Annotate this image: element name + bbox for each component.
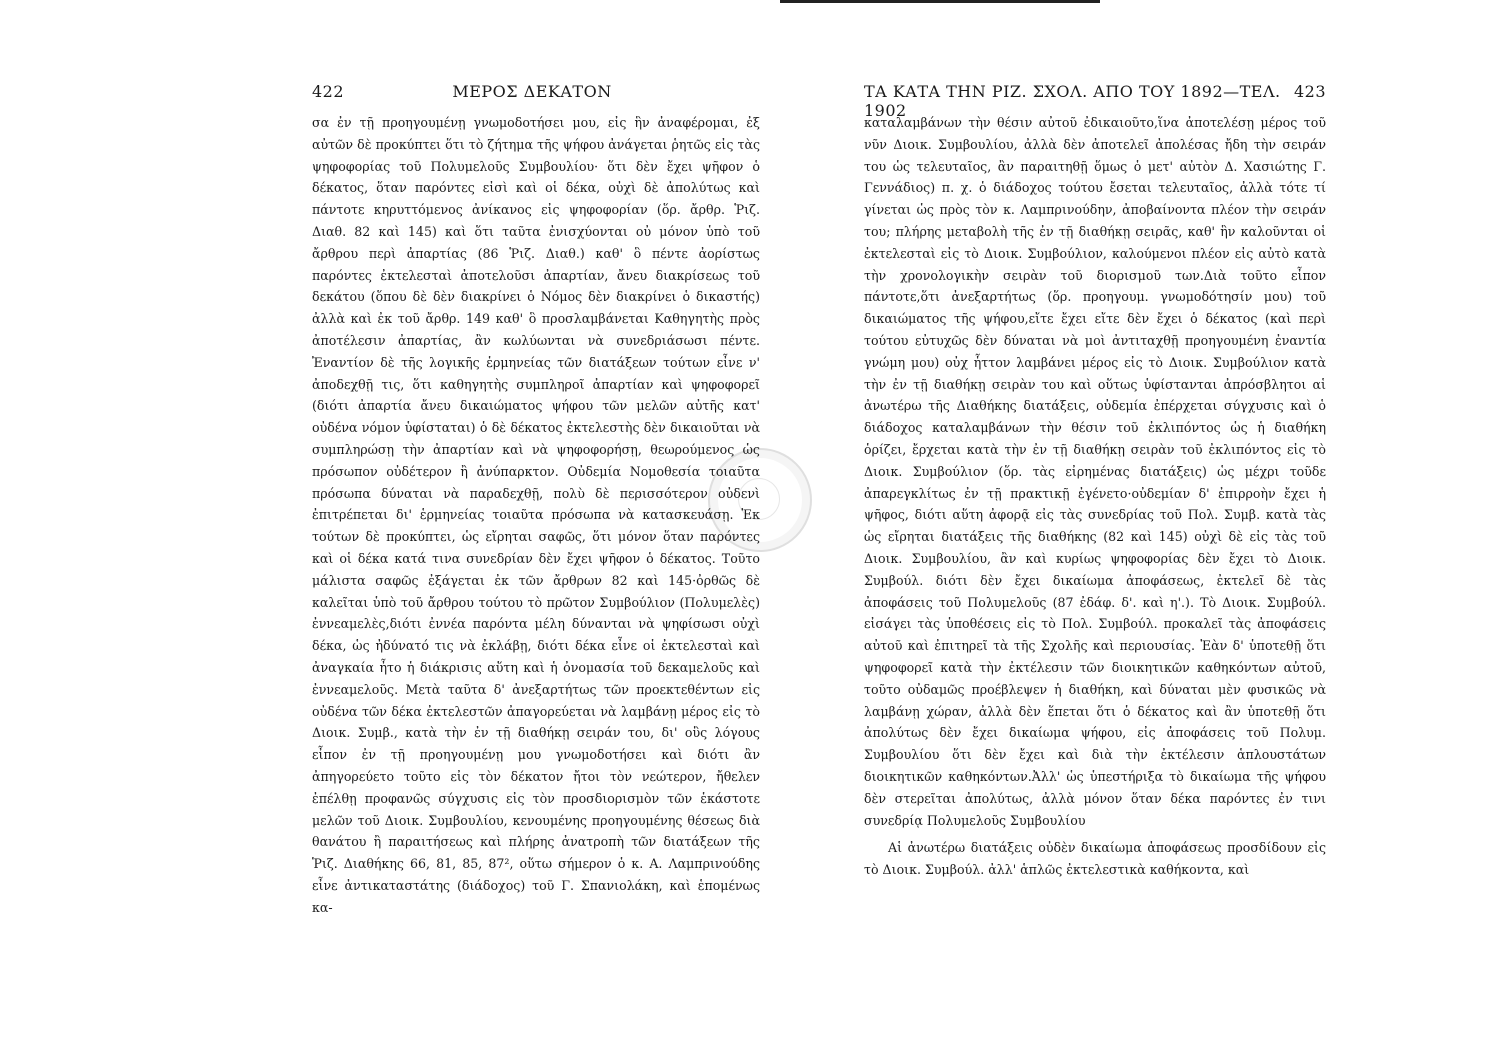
- right-page: [864, 82, 1326, 881]
- right-body-text: [864, 112, 1326, 881]
- library-stamp-icon: [708, 448, 812, 552]
- right-running-head: [864, 82, 1326, 120]
- left-page-number: 422: [312, 82, 345, 101]
- right-paragraph-2: Αἱ ἀνωτέρω διατάξεις οὐδὲν δικαίωμα ἀποφάσεως προσδίδουν εἰς τὸ Διοικ. Συμβούλ. ἀλλ' ἁπλῶς ἐκτελεστικὰ καθήκοντα, καὶ: [864, 840, 1326, 878]
- right-running-title: ΤΑ ΚΑΤΑ ΤΗΝ ΡΙΖ. ΣΧΟΛ. ΑΠΟ ΤΟΥ 1892—ΤΕΛ. 1902: [864, 82, 1281, 120]
- left-running-head: [312, 82, 760, 112]
- left-running-title: ΜΕΡΟΣ ΔΕΚΑΤΟΝ: [452, 82, 612, 101]
- left-body-text: [312, 112, 760, 918]
- scan-edge-line: [780, 0, 1100, 3]
- left-page: [312, 82, 760, 918]
- left-paragraph: σα ἐν τῇ προηγουμένῃ γνωμοδοτήσει μου, εἰς ἣν ἀναφέρομαι, ἐξ αὐτῶν δὲ προκύπτει ὅτι τὸ ζήτημα τῆς ψήφου ἀνάγεται ῥητῶς εἰς τὰς ψηφοφορίας τοῦ Πολυμελοῦς Συμβουλίου· ὅτι δὲν ἔχει ψῆφον ὁ δέκατος, ὅταν παρόντες εἰσὶ καὶ οἱ δέκα, οὐχὶ δὲ ἀπολύτως καὶ πάντοτε κηρυττόμενος ἀνίκανος εἰς ψηφοφορίαν (ὅρ. ἄρθρ. Ῥιζ. Διαθ. 82 καὶ 145) καὶ ὅτι ταῦτα ἐνισχύονται οὐ μόνον ὑπὸ τοῦ ἄρθρου περὶ ἀπαρτίας (86 Ῥιζ. Διαθ.) καθ' ὃ πέντε ἀορίστως παρόντες ἐκτελεσταὶ ἀποτελοῦσι ἀπαρτίαν, ἄνευ διακρίσεως τοῦ δεκάτου (ὅπου δὲ δὲν διακρίνει ὁ Νόμος δὲν διακρίνει ὁ δικαστής) ἀλλὰ καὶ ἐκ τοῦ ἄρθρ. 149 καθ' ὃ προσλαμβάνεται Καθηγητὴς πρὸς ἀποτέλεσιν ἀπαρτίας, ἂν κωλύωνται νὰ συνεδριάσωσι πέντε. Ἐναντίον δὲ τῆς λογικῆς ἑρμηνείας τῶν διατάξεων τούτων εἶνε ν' ἀποδεχθῇ τις, ὅτι καθηγητὴς συμπληροῖ ἀπαρτίαν καὶ ψηφοφορεῖ (διότι ἀπαρτία ἄνευ δικαιώματος ψήφου τῶν μελῶν αὐτῆς κατ' οὐδένα νόμον ὑφίσταται) ὁ δὲ δέκατος ἐκτελεστὴς δὲν δικαιοῦται νὰ συμπληρώσῃ τὴν ἀπαρτίαν καὶ νὰ ψηφοφορήσῃ, θεωρούμενος ὡς πρόσωπον οὐδέτερον ἢ ἀνύπαρκτον. Οὐδεμία Νομοθεσία τοιαῦτα πρόσωπα δύναται νὰ παραδεχθῇ, πολὺ δὲ περισσότερον οὐδενὶ ἐπιτρέπεται δι' ἑρμηνείας τοιαῦτα πρόσωπα νὰ κατασκευάσῃ. Ἐκ τούτων δὲ προκύπτει, ὡς εἴρηται σαφῶς, ὅτι μόνον ὅταν παρόντες καὶ οἱ δέκα κατά τινα συνεδρίαν δὲν ἔχει ψῆφον ὁ δέκατος. Τοῦτο μάλιστα σαφῶς ἐξάγεται ἐκ τῶν ἄρθρων 82 καὶ 145·ὀρθῶς δὲ καλεῖται ὑπὸ τοῦ ἄρθρου τούτου τὸ πρῶτον Συμβούλιον (Πολυμελὲς) ἐννεαμελὲς,διότι ἐννέα παρόντα μέλη δύνανται νὰ ψηφίσωσι οὐχὶ δέκα, ὡς ἠδύνατό τις νὰ ἐκλάβῃ, διότι δέκα εἶνε οἱ ἐκτελεσταὶ καὶ ἀναγκαία ἦτο ἡ διάκρισις αὕτη καὶ ἡ ὀνομασία τοῦ δεκαμελοῦς καὶ ἐννεαμελοῦς. Μετὰ ταῦτα δ' ἀνεξαρτήτως τῶν προεκτεθέντων εἰς οὐδένα τῶν δέκα ἐκτελεστῶν ἀπαγορεύεται νὰ λαμβάνῃ μέρος εἰς τὸ Διοικ. Συμβ., κατὰ τὴν ἐν τῇ διαθήκῃ σειράν του, δι' οὓς λόγους εἶπον ἐν τῇ προηγουμένῃ μου γνωμοδοτήσει καὶ διότι ἂν ἀπηγορεύετο τοῦτο εἰς τὸν δέκατον ἤτοι τὸν νεώτερον, ἤθελεν ἐπέλθῃ προφανῶς σύγχυσις εἰς τὸν προσδιορισμὸν τῶν ἑκάστοτε μελῶν τοῦ Διοικ. Συμβουλίου, κενουμένης προηγουμένης θέσεως διὰ θανάτου ἢ παραιτήσεως καὶ πλήρης ἀνατροπὴ τῶν διατάξεων τῆς Ῥιζ. Διαθήκης 66, 81, 85, 87², οὕτω σήμερον ὁ κ. Α. Λαμπρινούδης εἶνε ἀντικαταστάτης (διάδοχος) τοῦ Γ. Σπανιολάκη, καὶ ἑπομένως κα-: [312, 115, 760, 915]
- right-page-number: 423: [1293, 82, 1326, 101]
- right-paragraph-1: καταλαμβάνων τὴν θέσιν αὐτοῦ ἐδικαιοῦτο,ἵνα ἀποτελέσῃ μέρος τοῦ νῦν Διοικ. Συμβουλίου, ἀλλὰ δὲν ἀποτελεῖ ἀπολέσας ἤδη τὴν σειράν του ὡς τελευταῖος, ἂν παραιτηθῇ ὅμως ὁ μετ' αὐτὸν Δ. Χασιώτης Γ. Γεννάδιος) π. χ. ὁ διάδοχος τούτου ἔσεται τελευταῖος, ἀλλὰ τότε τί γίνεται ὡς πρὸς τὸν κ. Λαμπρινούδην, ἀποβαίνοντα πλέον τὴν σειράν του; πλήρης μεταβολὴ τῆς ἐν τῇ διαθήκῃ σειρᾶς, καθ' ἣν καλοῦνται οἱ ἐκτελεσταὶ εἰς τὸ Διοικ. Συμβούλιον, καλούμενοι πλέον εἰς αὐτὸ κατὰ τὴν χρονολογικὴν σειρὰν τοῦ διορισμοῦ των.Διὰ τοῦτο εἶπον πάντοτε,ὅτι ἀνεξαρτήτως (ὅρ. προηγουμ. γνωμοδότησίν μου) τοῦ δικαιώματος τῆς ψήφου,εἴτε ἔχει εἴτε δὲν ἔχει ὁ δέκατος (καὶ περὶ τούτου εὐτυχῶς δὲν δύναται νὰ μοὶ ἀντιταχθῇ προηγουμένη ἐναντία γνώμη μου) οὐχ ἧττον λαμβάνει μέρος εἰς τὸ Διοικ. Συμβούλιον κατὰ τὴν ἐν τῇ διαθήκῃ σειρὰν του καὶ οὕτως ὑφίστανται ἀπρόσβλητοι αἱ ἀνωτέρω τῆς Διαθήκης διατάξεις, οὐδεμία ἐπέρχεται σύγχυσις καὶ ὁ διάδοχος καταλαμβάνων τὴν θέσιν τοῦ ἐκλιπόντος ὡς ἡ διαθήκη ὁρίζει, ἔρχεται κατὰ τὴν ἐν τῇ διαθήκῃ σειρὰν τοῦ ἐκλιπόντος εἰς τὸ Διοικ. Συμβούλιον (ὅρ. τὰς εἰρημένας διατάξεις) ὡς μέχρι τοῦδε ἀπαρεγκλίτως ἐν τῇ πρακτικῇ ἐγένετο·οὐδεμίαν δ' ἐπιρροὴν ἔχει ἡ ψῆφος, διότι αὕτη ἀφορᾷ εἰς τὰς συνεδρίας τοῦ Πολ. Συμβ. κατὰ τὰς ὡς εἴρηται διατάξεις τῆς διαθήκης (82 καὶ 145) οὐχὶ δὲ εἰς τὰς τοῦ Διοικ. Συμβουλίου, ἂν καὶ κυρίως ψηφοφορίας δὲν ἔχει τὸ Διοικ. Συμβούλ. διότι δὲν ἔχει δικαίωμα ἀποφάσεως, ἐκτελεῖ δὲ τὰς ἀποφάσεις τοῦ Πολυμελοῦς (87 ἐδάφ. δ'. καὶ η'.). Τὸ Διοικ. Συμβούλ. εἰσάγει τὰς ὑποθέσεις εἰς τὸ Πολ. Συμβούλ. προκαλεῖ τὰς ἀποφάσεις αὐτοῦ καὶ ἐπιτηρεῖ τὰ τῆς Σχολῆς καὶ περιουσίας. Ἐὰν δ' ὑποτεθῇ ὅτι ψηφοφορεῖ κατὰ τὴν ἐκτέλεσιν τῶν διοικητικῶν καθηκόντων αὐτοῦ, τοῦτο οὐδαμῶς προέβλεψεν ἡ διαθήκη, καὶ δύναται μὲν φυσικῶς νὰ λαμβάνῃ χώραν, ἀλλὰ δὲν ἕπεται ὅτι ὁ δέκατος καὶ ἂν ὑποτεθῇ ὅτι ἀπολύτως δὲν ἔχει δικαίωμα ψήφου, εἰς ἀποφάσεις τοῦ Πολυμ. Συμβουλίου ὅτι δὲν ἔχει καὶ διὰ τὴν ἐκτέλεσιν ἁπλουστάτων διοικητικῶν καθηκόντων.Ἀλλ' ὡς ὑπεστήριξα τὸ δικαίωμα τῆς ψήφου δὲν στερεῖται ἀπολύτως, ἀλλὰ μόνον ὅταν δέκα παρόντες ἐν τινι συνεδρίᾳ Πολυμελοῦς Συμβουλίου: [864, 115, 1326, 828]
